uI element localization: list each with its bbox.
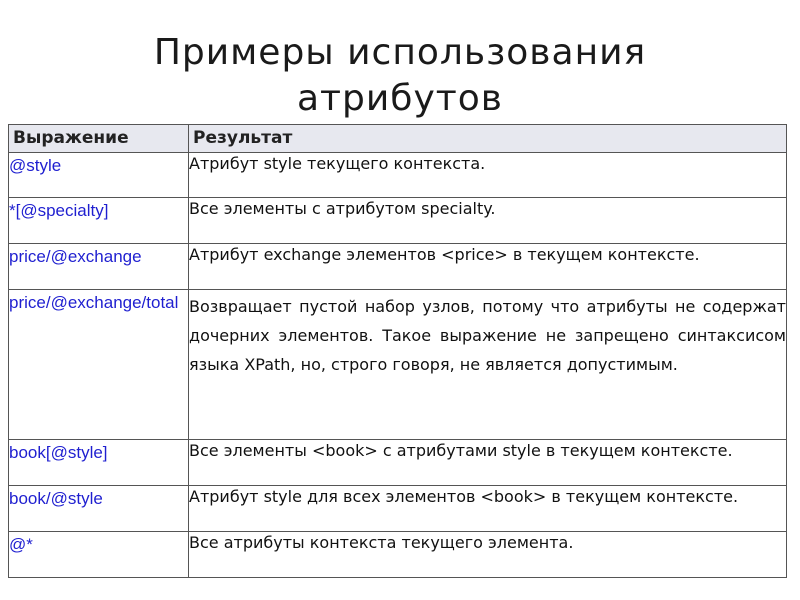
result-cell: Возвращает пустой набор узлов, потому что атрибуты не содержат дочерних элементов. Такое выражение не запрещено синтаксисом языка XPath, но, строго говоря, не является допустимым. bbox=[189, 290, 787, 440]
attributes-table bbox=[8, 124, 787, 578]
slide-title-line-2: атрибутов bbox=[297, 78, 503, 119]
result-cell: Атрибут style для всех элементов <book> в текущем контексте. bbox=[189, 486, 787, 532]
expression-cell: *[@specialty] bbox=[9, 198, 189, 244]
slide-title-line-1: Примеры использования bbox=[153, 32, 647, 73]
table-row bbox=[9, 244, 787, 290]
result-cell: Все элементы <book> с атрибутами style в текущем контексте. bbox=[189, 440, 787, 486]
table-row bbox=[9, 440, 787, 486]
expression-cell: price/@exchange bbox=[9, 244, 189, 290]
result-cell: Атрибут style текущего контекста. bbox=[189, 153, 787, 198]
slide-title bbox=[0, 30, 800, 122]
table-row bbox=[9, 290, 787, 440]
header-result: Результат bbox=[189, 125, 787, 153]
result-cell: Атрибут exchange элементов <price> в текущем контексте. bbox=[189, 244, 787, 290]
expression-cell: @style bbox=[9, 153, 189, 198]
expression-cell: book/@style bbox=[9, 486, 189, 532]
table-row bbox=[9, 198, 787, 244]
expression-cell: book[@style] bbox=[9, 440, 189, 486]
expression-cell: @* bbox=[9, 532, 189, 578]
header-expression: Выражение bbox=[9, 125, 189, 153]
result-cell: Все элементы с атрибутом specialty. bbox=[189, 198, 787, 244]
table-row bbox=[9, 486, 787, 532]
expression-cell: price/@exchange/total bbox=[9, 290, 189, 440]
table-header-row bbox=[9, 125, 787, 153]
table-row bbox=[9, 153, 787, 198]
table-row bbox=[9, 532, 787, 578]
result-cell: Все атрибуты контекста текущего элемента. bbox=[189, 532, 787, 578]
